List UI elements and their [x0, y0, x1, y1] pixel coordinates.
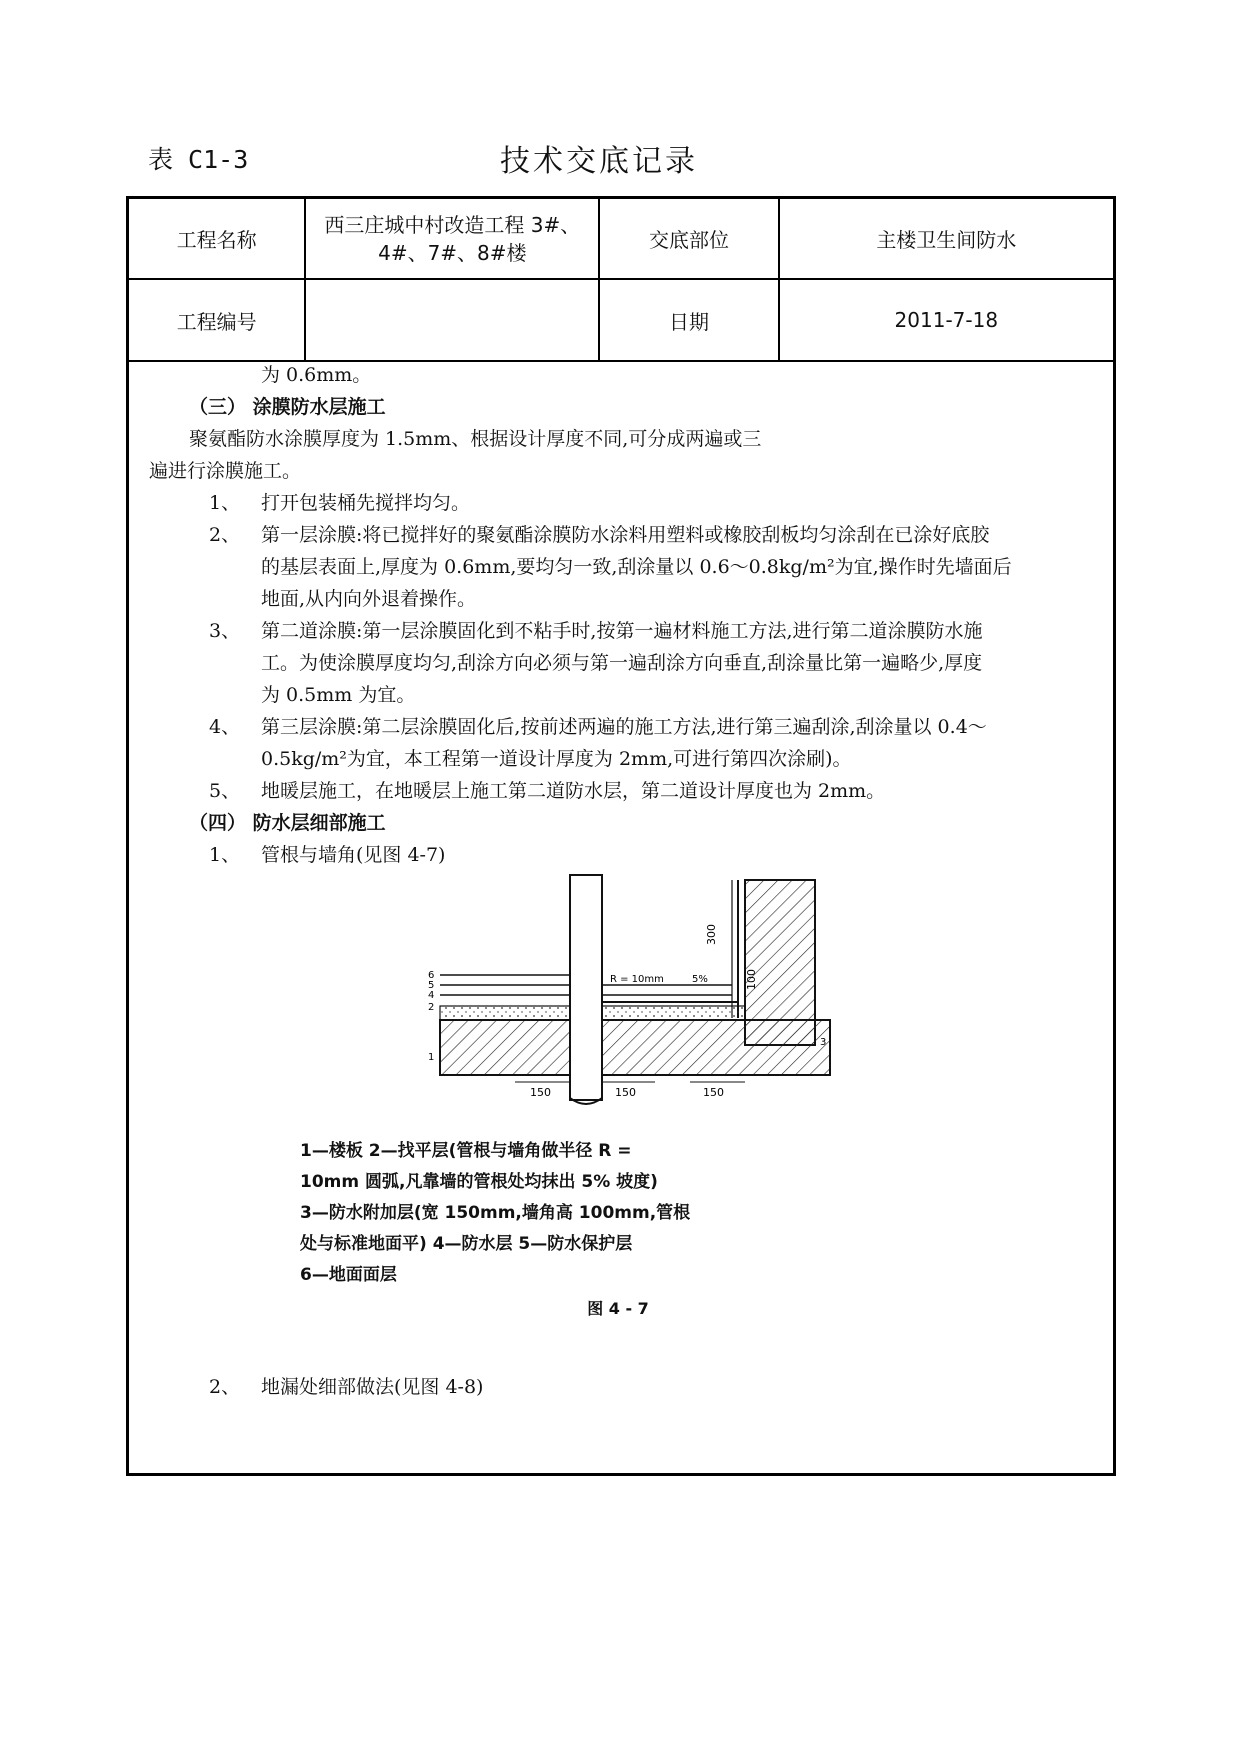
section-3-intro: 聚氨酯防水涂膜厚度为 1.5mm、根据设计厚度不同,可分成两遍或三	[189, 428, 762, 450]
layer-number: 1	[428, 1052, 435, 1063]
location-value: 主楼卫生间防水	[779, 199, 1113, 279]
form-code: 表 C1-3	[148, 145, 249, 174]
date-label: 日期	[599, 279, 778, 361]
caption-line: 6—地面面层	[300, 1265, 397, 1285]
form-title: 技术交底记录	[500, 144, 698, 179]
list-item-cont: 的基层表面上,厚度为 0.6mm,要均匀一致,刮涂量以 0.6～0.8kg/m²为宜,操作时先墙面后	[261, 556, 1012, 578]
layer-number: 3	[820, 1037, 827, 1048]
radius-label: R = 10mm	[610, 974, 664, 985]
date-value: 2011-7-18	[779, 279, 1113, 361]
dim-label: 150	[615, 1086, 636, 1099]
caption-line: 3—防水附加层(宽 150mm,墙角高 100mm,管根	[300, 1203, 691, 1223]
carry-line: 为 0.6mm。	[261, 364, 372, 386]
floor-slab	[440, 1020, 830, 1075]
dim-label: 150	[530, 1086, 551, 1099]
list-item: 第一层涂膜:将已搅拌好的聚氨酯涂膜防水涂料用塑料或橡胶刮板均匀涂刮在已涂好底胶	[261, 524, 990, 546]
list-item: 地暖层施工，在地暖层上施工第二道防水层，第二道设计厚度也为 2mm。	[261, 780, 886, 802]
caption-line: 10mm 圆弧,凡靠墙的管根处均抹出 5% 坡度)	[300, 1172, 658, 1192]
dim-label: 100	[745, 969, 758, 990]
list-item-cont: 地面,从内向外退着操作。	[261, 588, 477, 610]
item-number: 1、	[209, 844, 241, 866]
list-item: 地漏处细部做法(见图 4-8)	[261, 1376, 484, 1398]
slope-label: 5%	[692, 974, 708, 985]
list-item-cont: 为 0.5mm 为宜。	[261, 684, 416, 706]
section-3-title: （三） 涂膜防水层施工	[189, 396, 386, 418]
project-name-label: 工程名称	[129, 199, 305, 279]
list-item-cont: 0.5kg/m²为宜，本工程第一道设计厚度为 2mm,可进行第四次涂刷)。	[261, 748, 852, 770]
list-item: 第三层涂膜:第二层涂膜固化后,按前述两遍的施工方法,进行第三遍刮涂,刮涂量以 0.4～	[261, 716, 987, 738]
item-number: 2、	[209, 524, 241, 546]
figure-label: 图 4 - 7	[587, 1299, 649, 1318]
location-label: 交底部位	[599, 199, 778, 279]
list-item: 第二道涂膜:第一层涂膜固化到不粘手时,按第一遍材料施工方法,进行第二道涂膜防水施	[261, 620, 983, 642]
list-item: 打开包装桶先搅拌均匀。	[261, 492, 471, 514]
item-number: 3、	[209, 620, 241, 642]
list-item: 管根与墙角(见图 4-7)	[261, 844, 446, 866]
layer-number: 5	[428, 980, 435, 991]
layer-number: 4	[428, 990, 435, 1001]
caption-line: 处与标准地面平) 4—防水层 5—防水保护层	[300, 1234, 633, 1254]
section-4-title: （四） 防水层细部施工	[189, 812, 386, 834]
header-table	[129, 199, 1113, 362]
caption-line: 1—楼板 2—找平层(管根与墙角做半径 R =	[300, 1141, 632, 1161]
section-3-intro-cont: 遍进行涂膜施工。	[149, 460, 302, 482]
item-number: 1、	[209, 492, 241, 514]
item-number: 5、	[209, 780, 241, 802]
pipe-wall-detail-figure	[420, 870, 840, 1130]
project-no-label: 工程编号	[129, 279, 305, 361]
project-name-line1: 西三庄城中村改造工程 3#、	[324, 212, 581, 237]
item-number: 4、	[209, 716, 241, 738]
layer-number: 6	[428, 970, 435, 981]
project-name-line2: 4#、7#、8#楼	[378, 240, 527, 265]
layer-number: 2	[428, 1002, 435, 1013]
project-name-value	[305, 199, 599, 279]
item-number: 2、	[209, 1376, 241, 1398]
project-no-value	[305, 279, 599, 361]
list-item-cont: 工。为使涂膜厚度均匀,刮涂方向必须与第一遍刮涂方向垂直,刮涂量比第一遍略少,厚度	[261, 652, 983, 674]
dim-label: 150	[703, 1086, 724, 1099]
pipe	[570, 875, 602, 1100]
dim-label: 300	[705, 924, 718, 945]
figure-caption	[300, 1136, 820, 1291]
